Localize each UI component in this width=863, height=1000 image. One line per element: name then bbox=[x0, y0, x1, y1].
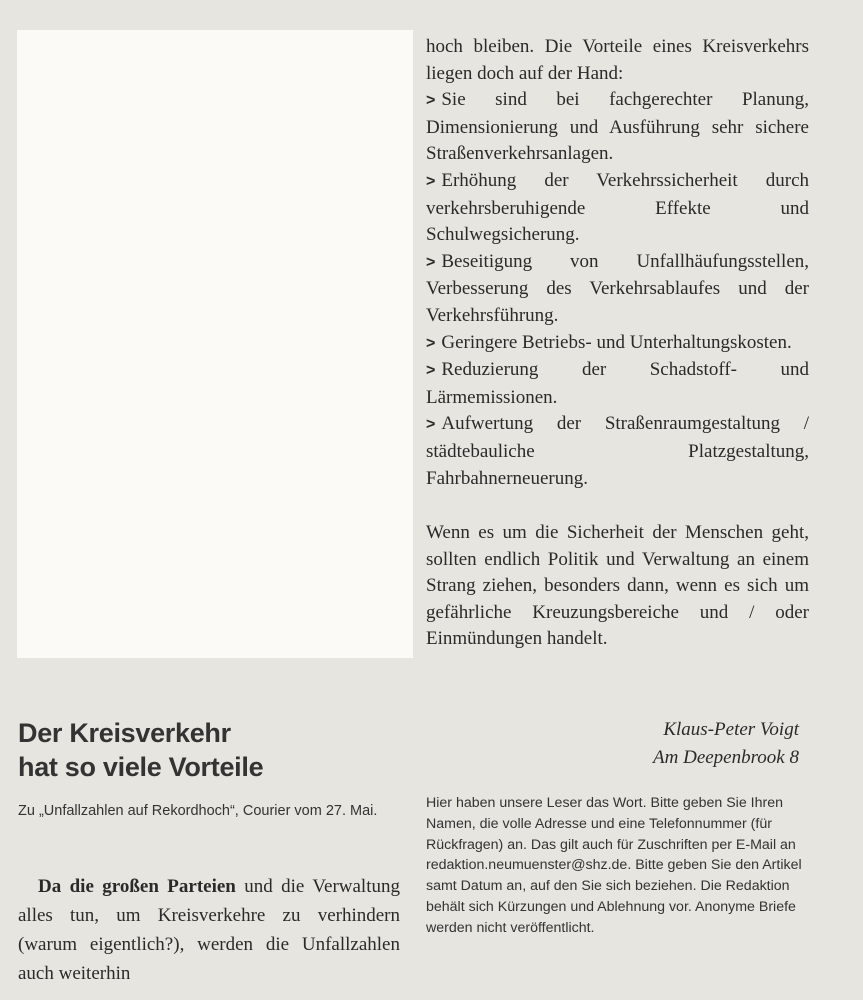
author-name: Klaus-Peter Voigt bbox=[663, 719, 799, 740]
paragraph-spacer bbox=[426, 492, 809, 520]
headline-line-2: hat so viele Vorteile bbox=[18, 752, 264, 782]
continued-paragraph: hoch bleiben. Die Vorteile eines Kreisverkehrs liegen doch auf der Hand: bbox=[426, 36, 809, 84]
list-item-text: Reduzierung der Schadstoff- und Lärmemissionen. bbox=[426, 359, 809, 408]
author-address: Am Deepenbrook 8 bbox=[653, 747, 799, 768]
body-column-right bbox=[426, 34, 809, 653]
list-item-text: Geringere Betriebs- und Unterhaltungskosten. bbox=[441, 331, 792, 353]
signature bbox=[540, 716, 799, 772]
subline: Zu „Unfallzahlen auf Rekordhoch“, Courier vom 27. Mai. bbox=[18, 803, 378, 819]
bullet-arrow-icon: > bbox=[426, 334, 436, 352]
list-item-text: Beseitigung von Unfallhäufungsstellen, Verbesserung des Verkehrsablaufes und der Verkehrsführung. bbox=[426, 250, 809, 326]
headline bbox=[18, 716, 408, 784]
reader-notice: Hier haben unsere Leser das Wort. Bitte geben Sie Ihren Namen, die volle Adresse und eine Telefonnummer (für Rückfragen) an. Das gilt auch für Zuschriften per E-Mail an redaktion.neumuenster@shz.de. Bitte geben Sie den Artikel samt Datum an, auf den Sie sich beziehen. Die Redaktion behält sich Kürzungen und Ablehnung vor. Anonyme Briefe werden nicht veröffentlicht. bbox=[426, 795, 802, 936]
lead-text: und die Verwaltung alles tun, um Kreisverkehre zu verhindern (warum eigentlich?), werden die Unfallzahlen auch weiterhin bbox=[18, 876, 400, 984]
list-item bbox=[426, 168, 809, 249]
lead-intro: Da die großen Parteien bbox=[38, 876, 236, 897]
list-item-text: Aufwertung der Straßenraumgestaltung / städtebauliche Platzgestaltung, Fahrbahnerneuerung. bbox=[426, 413, 809, 489]
bullet-arrow-icon: > bbox=[426, 416, 436, 434]
bullet-arrow-icon: > bbox=[426, 253, 436, 271]
list-item bbox=[426, 411, 809, 492]
bullet-arrow-icon: > bbox=[426, 92, 436, 110]
headline-line-1: Der Kreisverkehr bbox=[18, 718, 231, 748]
bullet-arrow-icon: > bbox=[426, 172, 436, 190]
list-item bbox=[426, 249, 809, 330]
lead-paragraph bbox=[18, 872, 400, 988]
closing-paragraph: Wenn es um die Sicherheit der Menschen geht, sollten endlich Politik und Verwaltung an einem Strang ziehen, besonders dann, wenn es sich um gefährliche Kreuzungsbereiche und / oder Einmündungen handelt. bbox=[426, 522, 809, 650]
list-item bbox=[426, 330, 809, 358]
list-item bbox=[426, 87, 809, 168]
bullet-arrow-icon: > bbox=[426, 362, 436, 380]
photo-placeholder bbox=[17, 30, 413, 658]
advantages-list bbox=[426, 87, 809, 492]
list-item bbox=[426, 357, 809, 411]
list-item-text: Erhöhung der Verkehrssicherheit durch verkehrsberuhigende Effekte und Schulwegsicherung. bbox=[426, 169, 809, 246]
list-item-text: Sie sind bei fachgerechter Planung, Dimensionierung und Ausführung sehr sichere Straßenverkehrsanlagen. bbox=[426, 89, 809, 165]
